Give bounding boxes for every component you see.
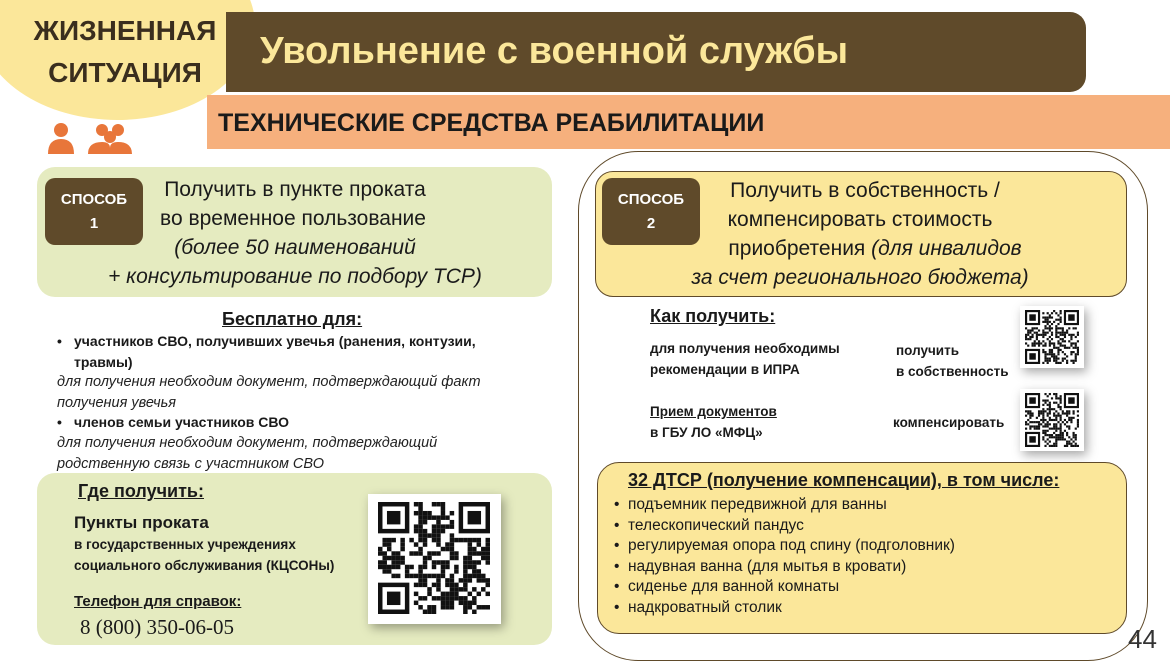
qr1-label-line2: в собственность (896, 364, 1009, 379)
qr-code-rental[interactable] (368, 494, 501, 624)
list-item: • сиденье для ванной комнаты (614, 577, 955, 598)
qr-pattern (1025, 393, 1079, 447)
how-item-mfc-line2: в ГБУ ЛО «МФЦ» (650, 425, 763, 440)
how-item-mfc-line1: Прием документов (650, 404, 777, 419)
rental-points-desc-line2: социального обслуживания (КЦСОНы) (74, 558, 335, 573)
method1-line1: Получить в пункте проката (164, 178, 426, 201)
method2-line3 (665, 234, 1085, 263)
qr1-label-line1: получить (896, 343, 960, 358)
method2-line1: Получить в собственность / (730, 179, 1000, 202)
free-note-1-line2: получения увечья (57, 395, 177, 411)
where-title: Где получить: (78, 481, 204, 501)
method1-badge-number: 1 (89, 215, 99, 232)
page-title: Увольнение с военной службы (260, 30, 849, 72)
method1-badge-label: СПОСОБ (60, 191, 128, 208)
free-note-1-line1: для получения необходим документ, подтверждающий факт (57, 374, 481, 390)
qr-pattern (1025, 310, 1079, 364)
how-title: Как получить: (650, 306, 776, 326)
dtsr-title: 32 ДТСР (получение компенсации), в том числе: (628, 470, 1060, 490)
phone-number[interactable]: 8 (800) 350-06-05 (80, 615, 234, 639)
method2-line3-italic: (для инвалидов (871, 237, 1022, 260)
how-item-ipra-line2: рекомендации в ИПРА (650, 362, 800, 377)
free-note-1 (57, 372, 537, 414)
method1-badge (45, 178, 143, 245)
qr1-label (896, 340, 1009, 382)
how-item-ipra-line1: для получения необходимы (650, 341, 840, 356)
method1-line4: + консультирование по подбору ТСР) (108, 265, 482, 288)
free-note-2 (57, 433, 537, 475)
list-item: • телескопический пандус (614, 516, 955, 537)
free-bullet-svo-line1: • участников СВО, получивших увечья (ранения, контузии, (74, 333, 476, 349)
rental-points-title: Пункты проката (74, 513, 209, 532)
list-item: • надкроватный столик (614, 598, 955, 619)
method2-line2: компенсировать стоимость (727, 208, 993, 231)
list-item: • подъемник передвижной для ванны (614, 495, 955, 516)
rental-points-desc (74, 534, 334, 576)
qr-pattern (378, 502, 490, 614)
method2-line4: за счет регионального бюджета) (691, 266, 1029, 289)
rental-points-desc-line1: в государственных учреждениях (74, 537, 296, 552)
free-title: Бесплатно для: (222, 309, 363, 329)
method1-line3: (более 50 наименований (174, 236, 416, 259)
method2-badge-number: 2 (646, 215, 656, 232)
people-icon (46, 122, 136, 156)
method2-badge-label: СПОСОБ (617, 191, 685, 208)
phone-label: Телефон для справок: (74, 593, 242, 610)
free-bullet-svo (74, 331, 534, 373)
how-item-ipra (650, 338, 840, 380)
how-item-mfc (650, 401, 777, 443)
free-bullet-family: • членов семьи участников СВО (74, 412, 289, 433)
dtsr-list (614, 495, 955, 618)
list-item: • регулируемая опора под спину (подголовник) (614, 536, 955, 557)
life-situation-label: ЖИЗНЕННАЯ СИТУАЦИЯ (33, 15, 217, 88)
method2-line3-normal: приобретения (728, 237, 872, 260)
method1-line2: во временное пользование (160, 207, 426, 230)
page-number: 44 (1128, 624, 1157, 654)
page-subtitle: ТЕХНИЧЕСКИЕ СРЕДСТВА РЕАБИЛИТАЦИИ (218, 109, 765, 137)
free-bullet-svo-line2: травмы) (74, 354, 133, 370)
free-note-2-line2: родственную связь с участником СВО (57, 456, 325, 472)
free-note-2-line1: для получения необходим документ, подтверждающий (57, 435, 438, 451)
qr-code-ownership[interactable] (1020, 306, 1084, 368)
list-item: • надувная ванна (для мытья в кровати) (614, 557, 955, 578)
qr2-label: компенсировать (893, 415, 1005, 430)
qr-code-compensation[interactable] (1020, 389, 1084, 451)
